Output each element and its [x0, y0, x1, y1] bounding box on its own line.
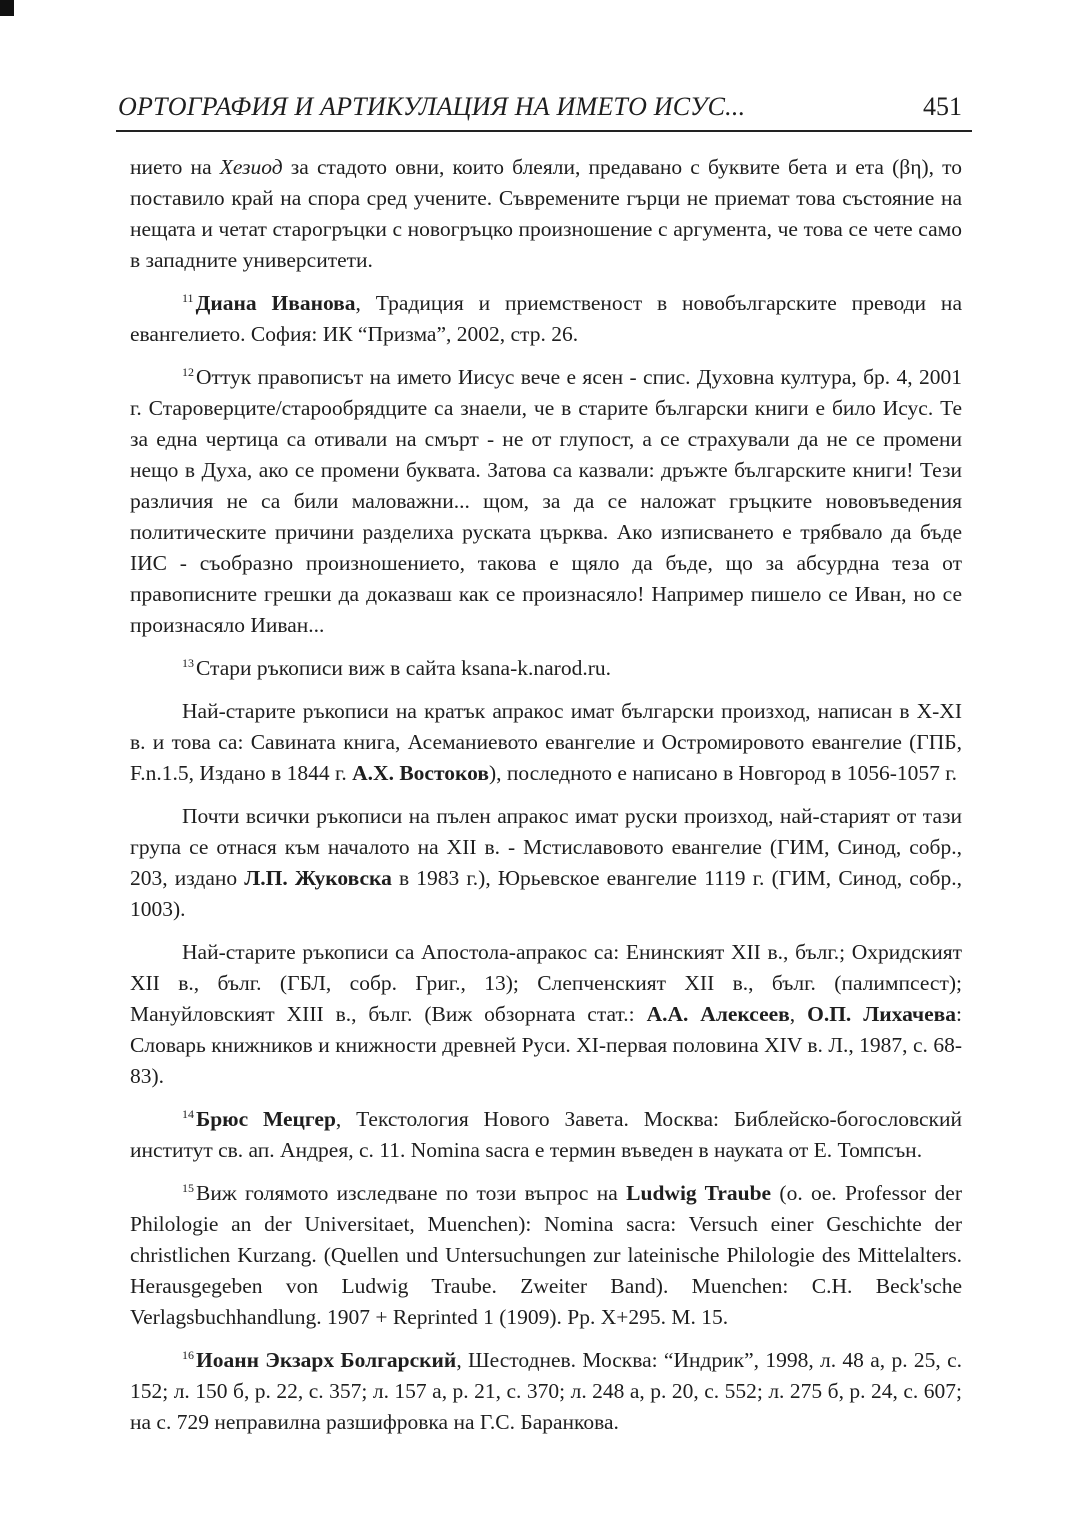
text-run: : Словарь книжников и книжности древней Руси. XI-первая половина XIV в. Л., 1987, с. 68-83).: [130, 1002, 962, 1088]
text-run: ), последното е написано в Новгород в 1056-1057 г.: [488, 761, 958, 785]
text-run: ,: [789, 1002, 808, 1026]
footnote-text: Виж голямото изследване по този въпрос на: [196, 1181, 627, 1205]
text-run: Почти всички ръкописи на пълен апракос имат руски произход, най-старият от тази група се отнася към началото на XII в. - Мстиславовото евангелие (ГИМ, Синод, собр., 203, издано: [130, 804, 962, 890]
page-number: 451: [923, 92, 962, 121]
bold-name: Л.П. Жуковска: [244, 866, 392, 890]
page-body: [130, 152, 962, 1450]
footnote-text: , Текстология Нового Завета. Москва: Библейско-богословский институт св. ап. Андрея, с. 11. Nomina sacra е термин въведен в науката от Е. Томпсън.: [130, 1107, 962, 1162]
running-header: [118, 92, 970, 128]
footnote-author: Иоанн Экзарх Болгарский: [196, 1348, 457, 1372]
footnote-14: [130, 1104, 962, 1166]
scan-corner-mark: [0, 0, 14, 16]
text-run: Най-старите ръкописи са Апостола-апракос са: Енинският XII в., бълг.; Охридският XII в., бълг. (ГБЛ, собр. Григ., 13); Слепченският XII в., бълг. (палимпсест); Мануйловският XIII в., бълг. (Виж обзорната стат.:: [130, 940, 962, 1026]
footnote-number: 11: [182, 290, 194, 305]
running-header-title: ОРТОГРАФИЯ И АРТИКУЛАЦИЯ НА ИМЕТО ИСУС...: [118, 92, 746, 121]
text-run: нието на: [130, 155, 220, 179]
paragraph-apostle-aprakos: [130, 937, 962, 1092]
bold-name: А.Х. Востоков: [352, 761, 489, 785]
footnote-15: [130, 1178, 962, 1333]
footnote-text: (o. oe. Professor der Philologie an der Universitaet, Muenchen): Nomina sacra: Versuch einer Geschichte der christlichen Kurzang. (Quellen und Untersuchungen zur lateinische Philologie des Mittelalters. Herausgegeben von Ludwig Traube. Zweiter Band). Muenchen: C.H. Beck'sche Verlagsbuchhandlung. 1907 + Reprinted 1 (1909). Pp. X+295. M. 15.: [130, 1181, 962, 1329]
footnote-text: Стари ръкописи виж в сайта ksana-k.narod.ru.: [196, 656, 611, 680]
footnote-author: Ludwig Traube: [626, 1181, 772, 1205]
footnote-text: Оттук правописът на името Иисус вече е ясен - спис. Духовна култура, бр. 4, 2001 г. Староверците/старообрядците са знаели, че в старите български книги е било Исус. Те за една чертица са отивали на смърт - не от глупост, а се страхували да не се промени нещо в Духа, ако се промени буквата. Затова са казвали: дръжте българските книги! Тези различия не са били маловажни... щом, за да се наложат гръцките нововъведения политическите причини разделиха руската църква. Ако изписването е трябвало да бъде ІИС - съобразно произношението, такова е щяло да бъде, що за абсурдна теза от правописните грешки да доказваш как се произнасяло! Например пишело се Иван, но се произнасяло Ииван...: [130, 365, 962, 637]
footnote-number: 12: [182, 364, 194, 379]
footnote-13: [130, 653, 962, 684]
footnote-author: Брюс Мецгер: [196, 1107, 336, 1131]
footnote-number: 13: [182, 655, 194, 670]
footnote-11: [130, 288, 962, 350]
footnote-number: 15: [182, 1180, 194, 1195]
continued-paragraph: [130, 152, 962, 276]
footnote-text: , Шестоднев. Москва: “Индрик”, 1998, л. 48 а, р. 25, с. 152; л. 150 б, р. 22, с. 357; л. 157 а, р. 21, с. 370; л. 248 а, р. 20, с. 552; л. 275 б, р. 24, с. 607; на с. 729 неправилна разшифровка на Г.С. Баранкова.: [130, 1348, 962, 1434]
italic-name: Хезиод: [219, 155, 283, 179]
footnote-text: , Традиция и приемственост в новобългарските преводи на евангелието. София: ИК “Призма”, 2002, стр. 26.: [130, 291, 962, 346]
bold-name: А.А. Алексеев: [646, 1002, 790, 1026]
footnote-number: 14: [182, 1106, 194, 1121]
footnote-number: 16: [182, 1347, 194, 1362]
footnote-16: [130, 1345, 962, 1438]
text-run: за стадото овни, които блеяли, предавано с буквите бета и ета (βη), то поставило край на спора сред учените. Съвремените гърци не приемат това състояние на нещата и четат старогръцки с новогръцко произношение с аргумента, че това се чете само в западните университети.: [130, 155, 962, 272]
header-rule: [116, 130, 972, 132]
text-run: в 1983 г.), Юрьевское евангелие 1119 г. (ГИМ, Синод, собр., 1003).: [130, 866, 962, 921]
paragraph-short-aprakos: [130, 696, 962, 789]
footnote-12: [130, 362, 962, 641]
footnote-author: Диана Иванова: [195, 291, 356, 315]
paragraph-full-aprakos: [130, 801, 962, 925]
bold-name: О.П. Лихачева: [807, 1002, 957, 1026]
text-run: Най-старите ръкописи на кратък апракос имат български произход, написан в Х-ХІ в. и това са: Савината книга, Асеманиевото евангелие и Остромировото евангелие (ГПБ, F.n.1.5, Издано в 1844 г.: [130, 699, 962, 785]
